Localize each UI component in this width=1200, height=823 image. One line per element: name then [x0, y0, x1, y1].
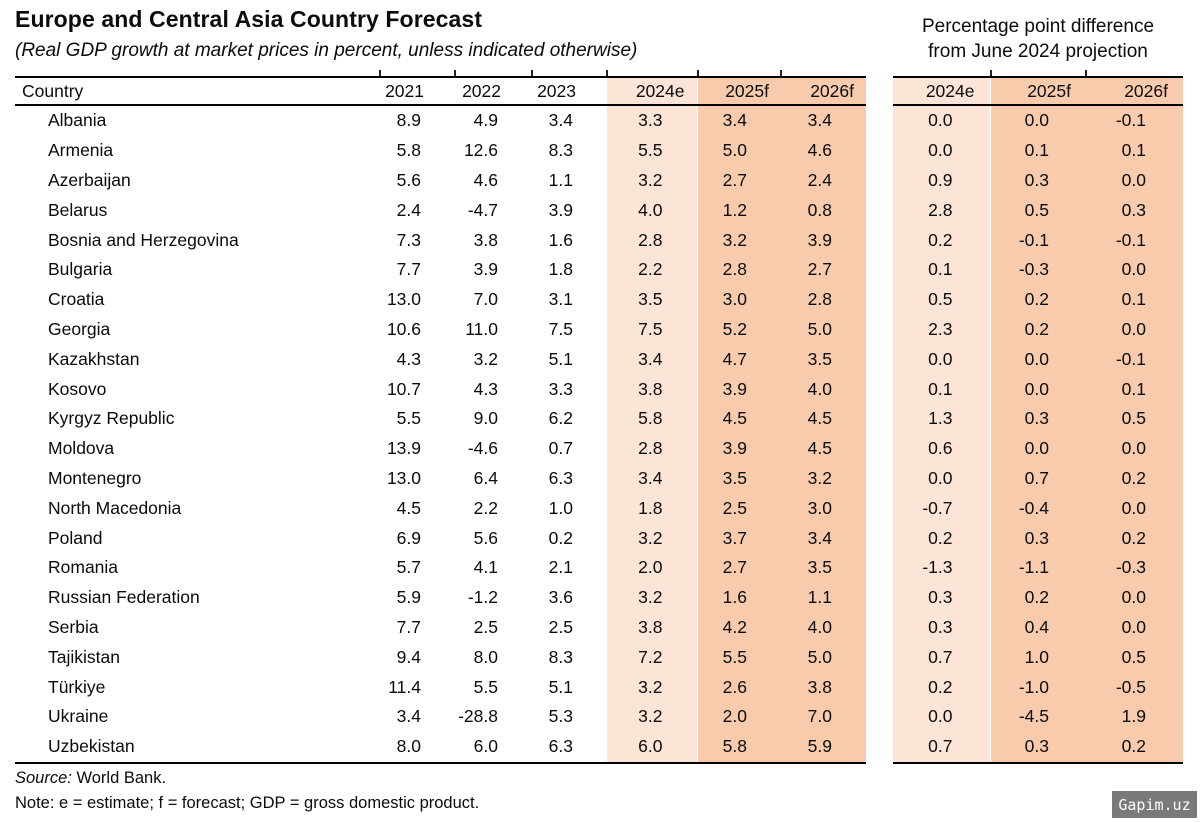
growth-cell-2023: 0.2: [548, 527, 573, 548]
diff-cell-2025f: 0.0: [990, 344, 1086, 374]
growth-cell-2021: 13.9: [386, 438, 421, 459]
growth-cell-2024e: 2.8: [607, 225, 697, 255]
diff-cell-2024e: 0.3: [893, 583, 990, 613]
growth-cell-2025f: 3.9: [697, 434, 781, 464]
growth-cell-2026f: 3.2: [781, 464, 866, 494]
diff-cell-2024e: 0.5: [893, 285, 990, 315]
country-cell: Moldova: [48, 438, 115, 459]
diff-cell-2024e: 2.8: [893, 195, 990, 225]
country-cell: Kosovo: [48, 378, 107, 399]
diff-cell-2025f: 0.2: [990, 315, 1086, 345]
country-cell: Azerbaijan: [48, 169, 131, 190]
table-row: [893, 553, 1183, 583]
growth-cell-2024e: 3.3: [607, 105, 697, 136]
growth-cell-2023: 3.4: [548, 110, 573, 131]
table-row: [15, 374, 866, 404]
growth-cell-2022: 4.1: [473, 557, 498, 578]
growth-cell-2025f: 5.2: [697, 315, 781, 345]
growth-cell-2022: 11.0: [465, 318, 498, 339]
header-row: [893, 78, 1183, 105]
country-cell: Albania: [48, 110, 107, 131]
growth-cell-2024e: 3.5: [607, 285, 697, 315]
table-row: [893, 404, 1183, 434]
diff-cell-2026f: -0.1: [1086, 105, 1183, 136]
table-row: [893, 344, 1183, 374]
growth-cell-2021: 8.0: [396, 736, 421, 757]
growth-cell-2025f: 3.9: [697, 374, 781, 404]
country-cell: Russian Federation: [48, 587, 200, 608]
column-header-diff-2024e: 2024e: [893, 78, 990, 105]
growth-cell-2026f: 3.8: [781, 672, 866, 702]
growth-cell-2023: 6.2: [548, 408, 573, 429]
growth-cell-2023: 2.1: [548, 557, 573, 578]
growth-cell-2026f: 5.0: [781, 315, 866, 345]
column-header-2023: 2023: [532, 78, 607, 105]
watermark-badge: Gapim.uz: [1112, 791, 1197, 818]
table-row: [15, 195, 866, 225]
growth-cell-2022: 4.6: [473, 169, 498, 190]
diff-cell-2024e: 0.9: [893, 166, 990, 196]
table-row: [15, 493, 866, 523]
growth-cell-2025f: 5.8: [697, 732, 781, 762]
growth-cell-2022: -4.7: [467, 199, 498, 220]
table-row: [15, 285, 866, 315]
growth-cell-2024e: 2.0: [607, 553, 697, 583]
growth-cell-2024e: 5.5: [607, 136, 697, 166]
growth-cell-2023: 3.9: [548, 199, 573, 220]
diff-cell-2026f: 0.2: [1086, 523, 1183, 553]
growth-cell-2026f: 3.4: [781, 523, 866, 553]
difference-panel-title-line1: Percentage point difference: [921, 16, 1155, 37]
growth-cell-2023: 1.1: [548, 169, 573, 190]
country-cell: Poland: [48, 527, 103, 548]
growth-cell-2024e: 3.8: [607, 374, 697, 404]
growth-cell-2023: 8.3: [548, 140, 573, 161]
table-row: [15, 672, 866, 702]
difference-table: [893, 78, 1183, 762]
growth-cell-2024e: 4.0: [607, 195, 697, 225]
growth-cell-2022: 2.2: [473, 497, 498, 518]
table-row: [15, 553, 866, 583]
diff-cell-2025f: 1.0: [990, 642, 1086, 672]
growth-cell-2023: 6.3: [548, 736, 573, 757]
diff-cell-2025f: 0.4: [990, 613, 1086, 643]
table-row: [15, 523, 866, 553]
growth-cell-2022: 7.0: [473, 289, 498, 310]
country-cell: Kazakhstan: [48, 348, 140, 369]
growth-cell-2025f: 4.7: [697, 344, 781, 374]
diff-cell-2024e: 0.7: [893, 642, 990, 672]
country-cell: Tajikistan: [48, 646, 120, 667]
growth-cell-2021: 9.4: [396, 646, 421, 667]
table-row: [15, 225, 866, 255]
growth-cell-2023: 5.1: [548, 676, 573, 697]
growth-cell-2021: 2.4: [396, 199, 421, 220]
source-label: Source:: [15, 769, 72, 787]
diff-cell-2025f: -4.5: [990, 702, 1086, 732]
diff-cell-2026f: 0.1: [1086, 285, 1183, 315]
growth-cell-2026f: 3.9: [781, 225, 866, 255]
growth-cell-2026f: 4.5: [781, 434, 866, 464]
table-row: [893, 672, 1183, 702]
growth-cell-2026f: 4.5: [781, 404, 866, 434]
diff-cell-2025f: 0.0: [990, 434, 1086, 464]
growth-cell-2026f: 4.0: [781, 613, 866, 643]
growth-cell-2026f: 3.5: [781, 553, 866, 583]
growth-cell-2025f: 3.7: [697, 523, 781, 553]
diff-cell-2024e: 0.7: [893, 732, 990, 762]
growth-cell-2024e: 3.2: [607, 523, 697, 553]
diff-cell-2025f: 0.7: [990, 464, 1086, 494]
growth-cell-2026f: 2.8: [781, 285, 866, 315]
table-row: [15, 105, 866, 136]
growth-cell-2022: 5.6: [473, 527, 498, 548]
growth-cell-2021: 13.0: [386, 467, 421, 488]
diff-cell-2025f: -0.3: [990, 255, 1086, 285]
growth-cell-2025f: 3.5: [697, 464, 781, 494]
growth-cell-2025f: 4.2: [697, 613, 781, 643]
growth-cell-2021: 3.4: [396, 706, 421, 727]
diff-cell-2024e: -0.7: [893, 493, 990, 523]
growth-cell-2025f: 2.7: [697, 553, 781, 583]
diff-cell-2025f: 0.3: [990, 404, 1086, 434]
diff-cell-2024e: 0.2: [893, 523, 990, 553]
growth-cell-2021: 4.5: [396, 497, 421, 518]
diff-cell-2024e: 0.0: [893, 344, 990, 374]
table-row: [15, 583, 866, 613]
diff-cell-2026f: 0.3: [1086, 195, 1183, 225]
growth-cell-2026f: 0.8: [781, 195, 866, 225]
diff-cell-2026f: 1.9: [1086, 702, 1183, 732]
diff-cell-2024e: 0.2: [893, 672, 990, 702]
growth-cell-2021: 5.5: [396, 408, 421, 429]
growth-cell-2023: 6.3: [548, 467, 573, 488]
diff-cell-2024e: 2.3: [893, 315, 990, 345]
diff-cell-2024e: 0.0: [893, 702, 990, 732]
diff-cell-2025f: 0.2: [990, 285, 1086, 315]
growth-cell-2024e: 3.4: [607, 344, 697, 374]
growth-cell-2024e: 7.2: [607, 642, 697, 672]
table-row: [15, 315, 866, 345]
country-cell: Belarus: [48, 199, 108, 220]
diff-cell-2025f: 0.3: [990, 523, 1086, 553]
table-row: [15, 613, 866, 643]
growth-cell-2023: 3.1: [548, 289, 573, 310]
diff-cell-2026f: 0.1: [1086, 374, 1183, 404]
growth-cell-2023: 5.1: [548, 348, 573, 369]
table-row: [893, 105, 1183, 136]
growth-cell-2021: 5.8: [396, 140, 421, 161]
growth-cell-2022: 4.3: [473, 378, 498, 399]
diff-cell-2026f: 0.0: [1086, 315, 1183, 345]
growth-cell-2021: 5.7: [396, 557, 421, 578]
growth-cell-2026f: 7.0: [781, 702, 866, 732]
growth-cell-2026f: 4.0: [781, 374, 866, 404]
growth-cell-2026f: 1.1: [781, 583, 866, 613]
growth-cell-2021: 13.0: [386, 289, 421, 310]
growth-cell-2025f: 5.0: [697, 136, 781, 166]
diff-cell-2025f: 0.3: [990, 732, 1086, 762]
growth-cell-2022: 4.9: [473, 110, 498, 131]
diff-cell-2026f: 0.5: [1086, 404, 1183, 434]
gdp-growth-table-wrap: [15, 76, 866, 764]
table-row: [15, 434, 866, 464]
footnote: Note: e = estimate; f = forecast; GDP = gross domestic product.: [15, 794, 480, 812]
growth-cell-2022: 2.5: [473, 616, 498, 637]
growth-cell-2024e: 3.2: [607, 583, 697, 613]
diff-cell-2026f: 0.0: [1086, 255, 1183, 285]
growth-cell-2025f: 1.6: [697, 583, 781, 613]
table-row: [893, 255, 1183, 285]
table-row: [893, 285, 1183, 315]
growth-cell-2025f: 2.7: [697, 166, 781, 196]
country-cell: Georgia: [48, 318, 111, 339]
growth-cell-2022: -4.6: [467, 438, 498, 459]
growth-cell-2024e: 2.8: [607, 434, 697, 464]
table-row: [893, 464, 1183, 494]
column-header-2022: 2022: [455, 78, 532, 105]
growth-cell-2024e: 1.8: [607, 493, 697, 523]
table-row: [893, 583, 1183, 613]
growth-cell-2021: 11.4: [388, 676, 421, 697]
growth-cell-2026f: 3.5: [781, 344, 866, 374]
growth-cell-2022: 8.0: [473, 646, 498, 667]
growth-cell-2026f: 3.0: [781, 493, 866, 523]
diff-cell-2024e: 0.0: [893, 464, 990, 494]
growth-cell-2023: 1.8: [548, 259, 573, 280]
country-cell: Croatia: [48, 289, 105, 310]
growth-cell-2026f: 5.9: [781, 732, 866, 762]
growth-cell-2023: 0.7: [548, 438, 573, 459]
diff-cell-2026f: 0.0: [1086, 613, 1183, 643]
growth-cell-2022: 6.4: [473, 467, 498, 488]
diff-cell-2024e: 0.6: [893, 434, 990, 464]
country-cell: Bulgaria: [48, 259, 113, 280]
table-row: [15, 732, 866, 762]
diff-cell-2025f: -0.1: [990, 225, 1086, 255]
table-row: [15, 166, 866, 196]
diff-cell-2026f: 0.0: [1086, 493, 1183, 523]
growth-cell-2021: 5.9: [396, 587, 421, 608]
growth-cell-2024e: 3.2: [607, 166, 697, 196]
page-title: Europe and Central Asia Country Forecast: [15, 6, 483, 32]
diff-cell-2025f: 0.3: [990, 166, 1086, 196]
table-row: [15, 404, 866, 434]
diff-cell-2025f: 0.0: [990, 374, 1086, 404]
diff-cell-2026f: 0.0: [1086, 166, 1183, 196]
country-cell: Bosnia and Herzegovina: [48, 229, 239, 250]
diff-cell-2025f: 0.0: [990, 105, 1086, 136]
growth-cell-2023: 2.5: [548, 616, 573, 637]
column-header-2025f: 2025f: [697, 78, 781, 105]
growth-cell-2024e: 2.2: [607, 255, 697, 285]
growth-cell-2025f: 4.5: [697, 404, 781, 434]
diff-cell-2026f: 0.5: [1086, 642, 1183, 672]
growth-cell-2022: 5.5: [473, 676, 498, 697]
growth-cell-2026f: 2.4: [781, 166, 866, 196]
column-header-2024e: 2024e: [607, 78, 697, 105]
diff-cell-2024e: 0.0: [893, 105, 990, 136]
table-row: [15, 702, 866, 732]
growth-cell-2026f: 3.4: [781, 105, 866, 136]
column-header-diff-2026f: 2026f: [1086, 78, 1183, 105]
gdp-growth-table: [15, 78, 866, 762]
diff-cell-2026f: -0.5: [1086, 672, 1183, 702]
growth-cell-2022: 6.0: [473, 736, 498, 757]
header-row: [15, 78, 866, 105]
growth-cell-2025f: 1.2: [697, 195, 781, 225]
growth-cell-2021: 8.9: [396, 110, 421, 131]
difference-table-wrap: [893, 76, 1183, 764]
growth-cell-2024e: 3.8: [607, 613, 697, 643]
table-row: [893, 732, 1183, 762]
growth-cell-2021: 10.7: [386, 378, 421, 399]
growth-cell-2022: -28.8: [458, 706, 498, 727]
growth-cell-2021: 10.6: [386, 318, 421, 339]
growth-cell-2025f: 3.2: [697, 225, 781, 255]
table-row: [893, 315, 1183, 345]
country-cell: Montenegro: [48, 467, 142, 488]
country-cell: Armenia: [48, 140, 114, 161]
growth-cell-2024e: 3.4: [607, 464, 697, 494]
diff-cell-2024e: 0.1: [893, 374, 990, 404]
table-row: [893, 166, 1183, 196]
diff-cell-2024e: 0.1: [893, 255, 990, 285]
growth-cell-2023: 3.6: [548, 587, 573, 608]
diff-cell-2026f: 0.2: [1086, 732, 1183, 762]
growth-cell-2021: 4.3: [396, 348, 421, 369]
growth-cell-2025f: 3.0: [697, 285, 781, 315]
diff-cell-2026f: 0.2: [1086, 464, 1183, 494]
table-row: [893, 225, 1183, 255]
country-cell: Serbia: [48, 616, 99, 637]
difference-panel-title-line2: from June 2024 projection: [928, 41, 1148, 62]
table-row: [15, 255, 866, 285]
growth-cell-2022: 12.6: [463, 140, 498, 161]
column-header-diff-2025f: 2025f: [990, 78, 1086, 105]
growth-cell-2023: 1.0: [548, 497, 573, 518]
growth-cell-2025f: 2.0: [697, 702, 781, 732]
table-row: [893, 493, 1183, 523]
growth-cell-2026f: 2.7: [781, 255, 866, 285]
diff-cell-2024e: 0.3: [893, 613, 990, 643]
column-header-country: Country: [15, 78, 380, 105]
diff-cell-2026f: 0.0: [1086, 583, 1183, 613]
table-row: [15, 642, 866, 672]
diff-cell-2025f: -1.1: [990, 553, 1086, 583]
growth-cell-2022: 3.2: [473, 348, 498, 369]
table-row: [893, 613, 1183, 643]
country-cell: Kyrgyz Republic: [48, 408, 175, 429]
source-text: World Bank.: [71, 769, 167, 787]
table-row: [15, 136, 866, 166]
diff-cell-2025f: 0.2: [990, 583, 1086, 613]
diff-cell-2024e: 1.3: [893, 404, 990, 434]
diff-cell-2026f: -0.3: [1086, 553, 1183, 583]
country-cell: North Macedonia: [48, 497, 182, 518]
table-row: [893, 523, 1183, 553]
diff-cell-2024e: 0.2: [893, 225, 990, 255]
diff-cell-2025f: 0.5: [990, 195, 1086, 225]
diff-cell-2025f: -0.4: [990, 493, 1086, 523]
growth-cell-2021: 7.7: [396, 259, 421, 280]
growth-cell-2023: 8.3: [548, 646, 573, 667]
growth-cell-2023: 5.3: [548, 706, 573, 727]
diff-cell-2024e: 0.0: [893, 136, 990, 166]
country-cell: Romania: [48, 557, 119, 578]
country-cell: Türkiye: [48, 676, 106, 697]
diff-cell-2026f: 0.1: [1086, 136, 1183, 166]
growth-cell-2025f: 2.8: [697, 255, 781, 285]
diff-cell-2024e: -1.3: [893, 553, 990, 583]
table-row: [15, 464, 866, 494]
table-row: [893, 642, 1183, 672]
growth-cell-2023: 7.5: [548, 318, 573, 339]
growth-cell-2024e: 3.2: [607, 702, 697, 732]
growth-cell-2026f: 4.6: [781, 136, 866, 166]
table-row: [15, 344, 866, 374]
growth-cell-2026f: 5.0: [781, 642, 866, 672]
growth-cell-2023: 1.6: [548, 229, 573, 250]
growth-cell-2025f: 5.5: [697, 642, 781, 672]
country-cell: Uzbekistan: [48, 736, 135, 757]
growth-cell-2021: 7.3: [396, 229, 421, 250]
diff-cell-2026f: -0.1: [1086, 225, 1183, 255]
growth-cell-2021: 5.6: [396, 169, 421, 190]
growth-cell-2024e: 7.5: [607, 315, 697, 345]
growth-cell-2025f: 3.4: [697, 105, 781, 136]
growth-cell-2023: 3.3: [548, 378, 573, 399]
growth-cell-2021: 7.7: [396, 616, 421, 637]
table-row: [893, 702, 1183, 732]
diff-cell-2026f: -0.1: [1086, 344, 1183, 374]
growth-cell-2025f: 2.5: [697, 493, 781, 523]
growth-cell-2022: 3.8: [473, 229, 498, 250]
growth-cell-2022: 3.9: [473, 259, 498, 280]
growth-cell-2024e: 3.2: [607, 672, 697, 702]
growth-cell-2022: -1.2: [467, 587, 498, 608]
growth-cell-2025f: 2.6: [697, 672, 781, 702]
column-header-2021: 2021: [380, 78, 455, 105]
growth-cell-2024e: 6.0: [607, 732, 697, 762]
diff-cell-2025f: -1.0: [990, 672, 1086, 702]
table-row: [893, 195, 1183, 225]
source-note: [15, 769, 166, 788]
page-subtitle: (Real GDP growth at market prices in percent, unless indicated otherwise): [15, 40, 638, 61]
country-cell: Ukraine: [48, 706, 109, 727]
table-row: [893, 136, 1183, 166]
difference-panel-title: [893, 14, 1183, 64]
growth-cell-2024e: 5.8: [607, 404, 697, 434]
diff-cell-2026f: 0.0: [1086, 434, 1183, 464]
growth-cell-2021: 6.9: [396, 527, 421, 548]
table-row: [893, 374, 1183, 404]
growth-cell-2022: 9.0: [473, 408, 498, 429]
column-header-2026f: 2026f: [781, 78, 866, 105]
table-row: [893, 434, 1183, 464]
diff-cell-2025f: 0.1: [990, 136, 1086, 166]
